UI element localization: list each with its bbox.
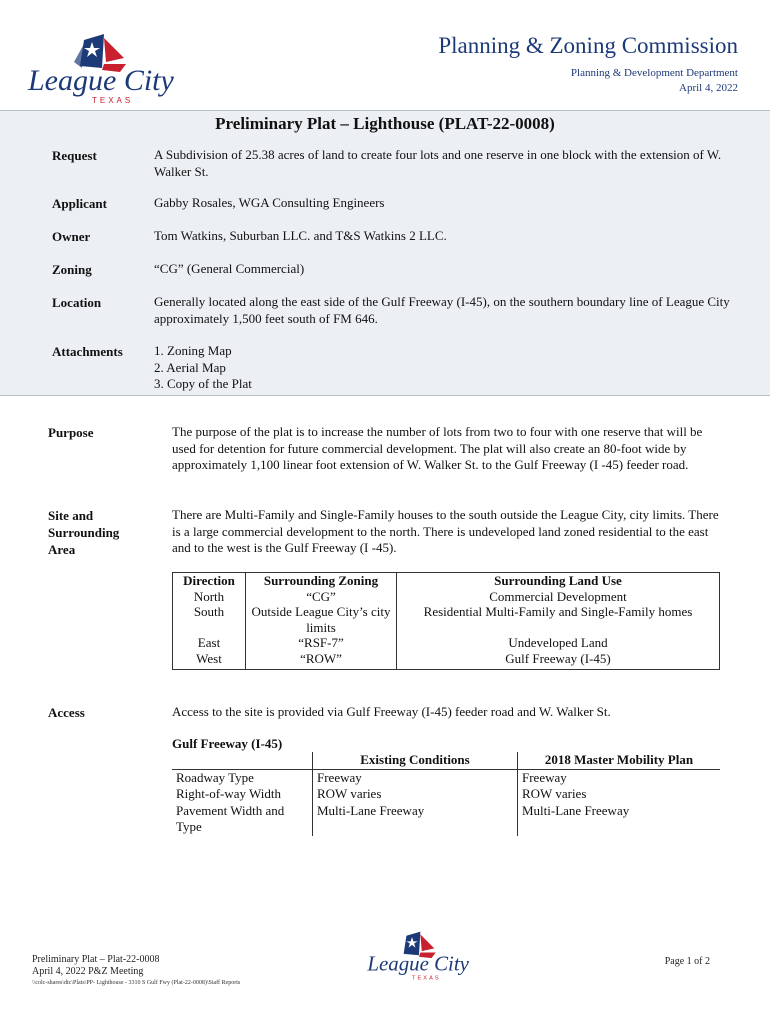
access-label: Access [48,705,85,720]
access-text: Access to the site is provided via Gulf Freeway (I-45) feeder road and W. Walker St. [172,704,611,719]
table-header: Surrounding Zoning [246,573,397,589]
commission-title: Planning & Zoning Commission [438,33,738,58]
footer-line2: April 4, 2022 P&Z Meeting [32,966,144,977]
logo-subtext: TEXAS [412,975,441,982]
site-label: Site and Surrounding Area [48,508,120,557]
table-header [172,752,313,769]
logo-wordmark: League City [367,951,469,976]
request-label: Request [52,148,97,163]
attachment-item: 3. Copy of the Plat [154,376,252,391]
applicant-label: Applicant [52,196,107,211]
location-label: Location [52,295,102,310]
owner-value: Tom Watkins, Suburban LLC. and T&S Watkins 2 LLC. [154,228,447,243]
attachment-item: 2. Aerial Map [154,359,226,375]
table-header: Surrounding Land Use [494,573,622,588]
purpose-label: Purpose [48,425,94,440]
mobility-table [172,752,720,836]
logo-subtext: TEXAS [92,96,134,105]
footer-path: \\colc-shares\dtc\Plats\PP- Lighthouse - 3310 S Gulf Fwy (Plat-22-0008)\Staff Reports [32,980,241,986]
attachment-item: 1. Zoning Map [154,343,232,358]
meeting-date: April 4, 2022 [679,82,738,94]
purpose-text: The purpose of the plat is to increase the number of lots from two to four with one reserve that will be used for detention for future commercial development. The plat will also create an 80-foot wide by approximately 1,100 linear foot extension of W. Walker St. to the Gulf Freeway (I -45) feeder road. [172,424,703,472]
table-row: West “ROW” Gulf Freeway (I-45) [173,651,720,670]
plat-title: Preliminary Plat – Lighthouse (PLAT-22-0008) [215,114,555,133]
applicant-value: Gabby Rosales, WGA Consulting Engineers [154,195,385,210]
location-value: Generally located along the east side of the Gulf Freeway (I-45), on the southern boundary line of League City approximately 1,500 feet south of FM 646. [154,294,730,326]
page-number: Page 1 of 2 [664,956,710,967]
request-value: A Subdivision of 25.38 acres of land to create four lots and one reserve in one block with the extension of W. Walker St. [154,147,722,179]
footer-line1: Preliminary Plat – Plat-22-0008 [32,954,160,965]
league-city-logo [26,32,174,106]
footer-info [32,954,160,978]
table-row: Pavement Width and Type Multi-Lane Freeway Multi-Lane Freeway [172,803,720,836]
table-header: 2018 Master Mobility Plan [518,752,721,769]
logo-wordmark: League City [28,64,174,97]
table-row: East “RSF-7” Undeveloped Land [173,635,720,651]
table-header: Existing Conditions [313,752,518,769]
league-city-logo-small [366,930,469,982]
table-row: Right-of-way Width ROW varies ROW varies [172,786,720,803]
site-text: There are Multi-Family and Single-Family houses to the south outside the League City, city limits. There is a large commercial development to the north. There is undeveloped land zoned residential to the east and to the west is the Gulf Freeway (I -45). [172,507,719,555]
attachments-list [154,343,738,393]
table-row: South Outside League City’s city limits Residential Multi-Family and Single-Family homes [173,604,720,635]
table-row: North “CG” Commercial Development [173,589,720,605]
table-row: Roadway Type Freeway Freeway [172,769,720,786]
zoning-value: “CG” (General Commercial) [154,261,305,276]
gulf-freeway-title: Gulf Freeway (I-45) [172,736,283,751]
table-header-row [172,752,720,769]
surrounding-table [172,572,720,670]
zoning-label: Zoning [52,262,92,277]
table-header-row [173,573,720,589]
owner-label: Owner [52,229,91,244]
table-header: Direction [173,573,246,589]
department-name: Planning & Development Department [570,67,738,79]
attachments-label: Attachments [52,344,123,359]
